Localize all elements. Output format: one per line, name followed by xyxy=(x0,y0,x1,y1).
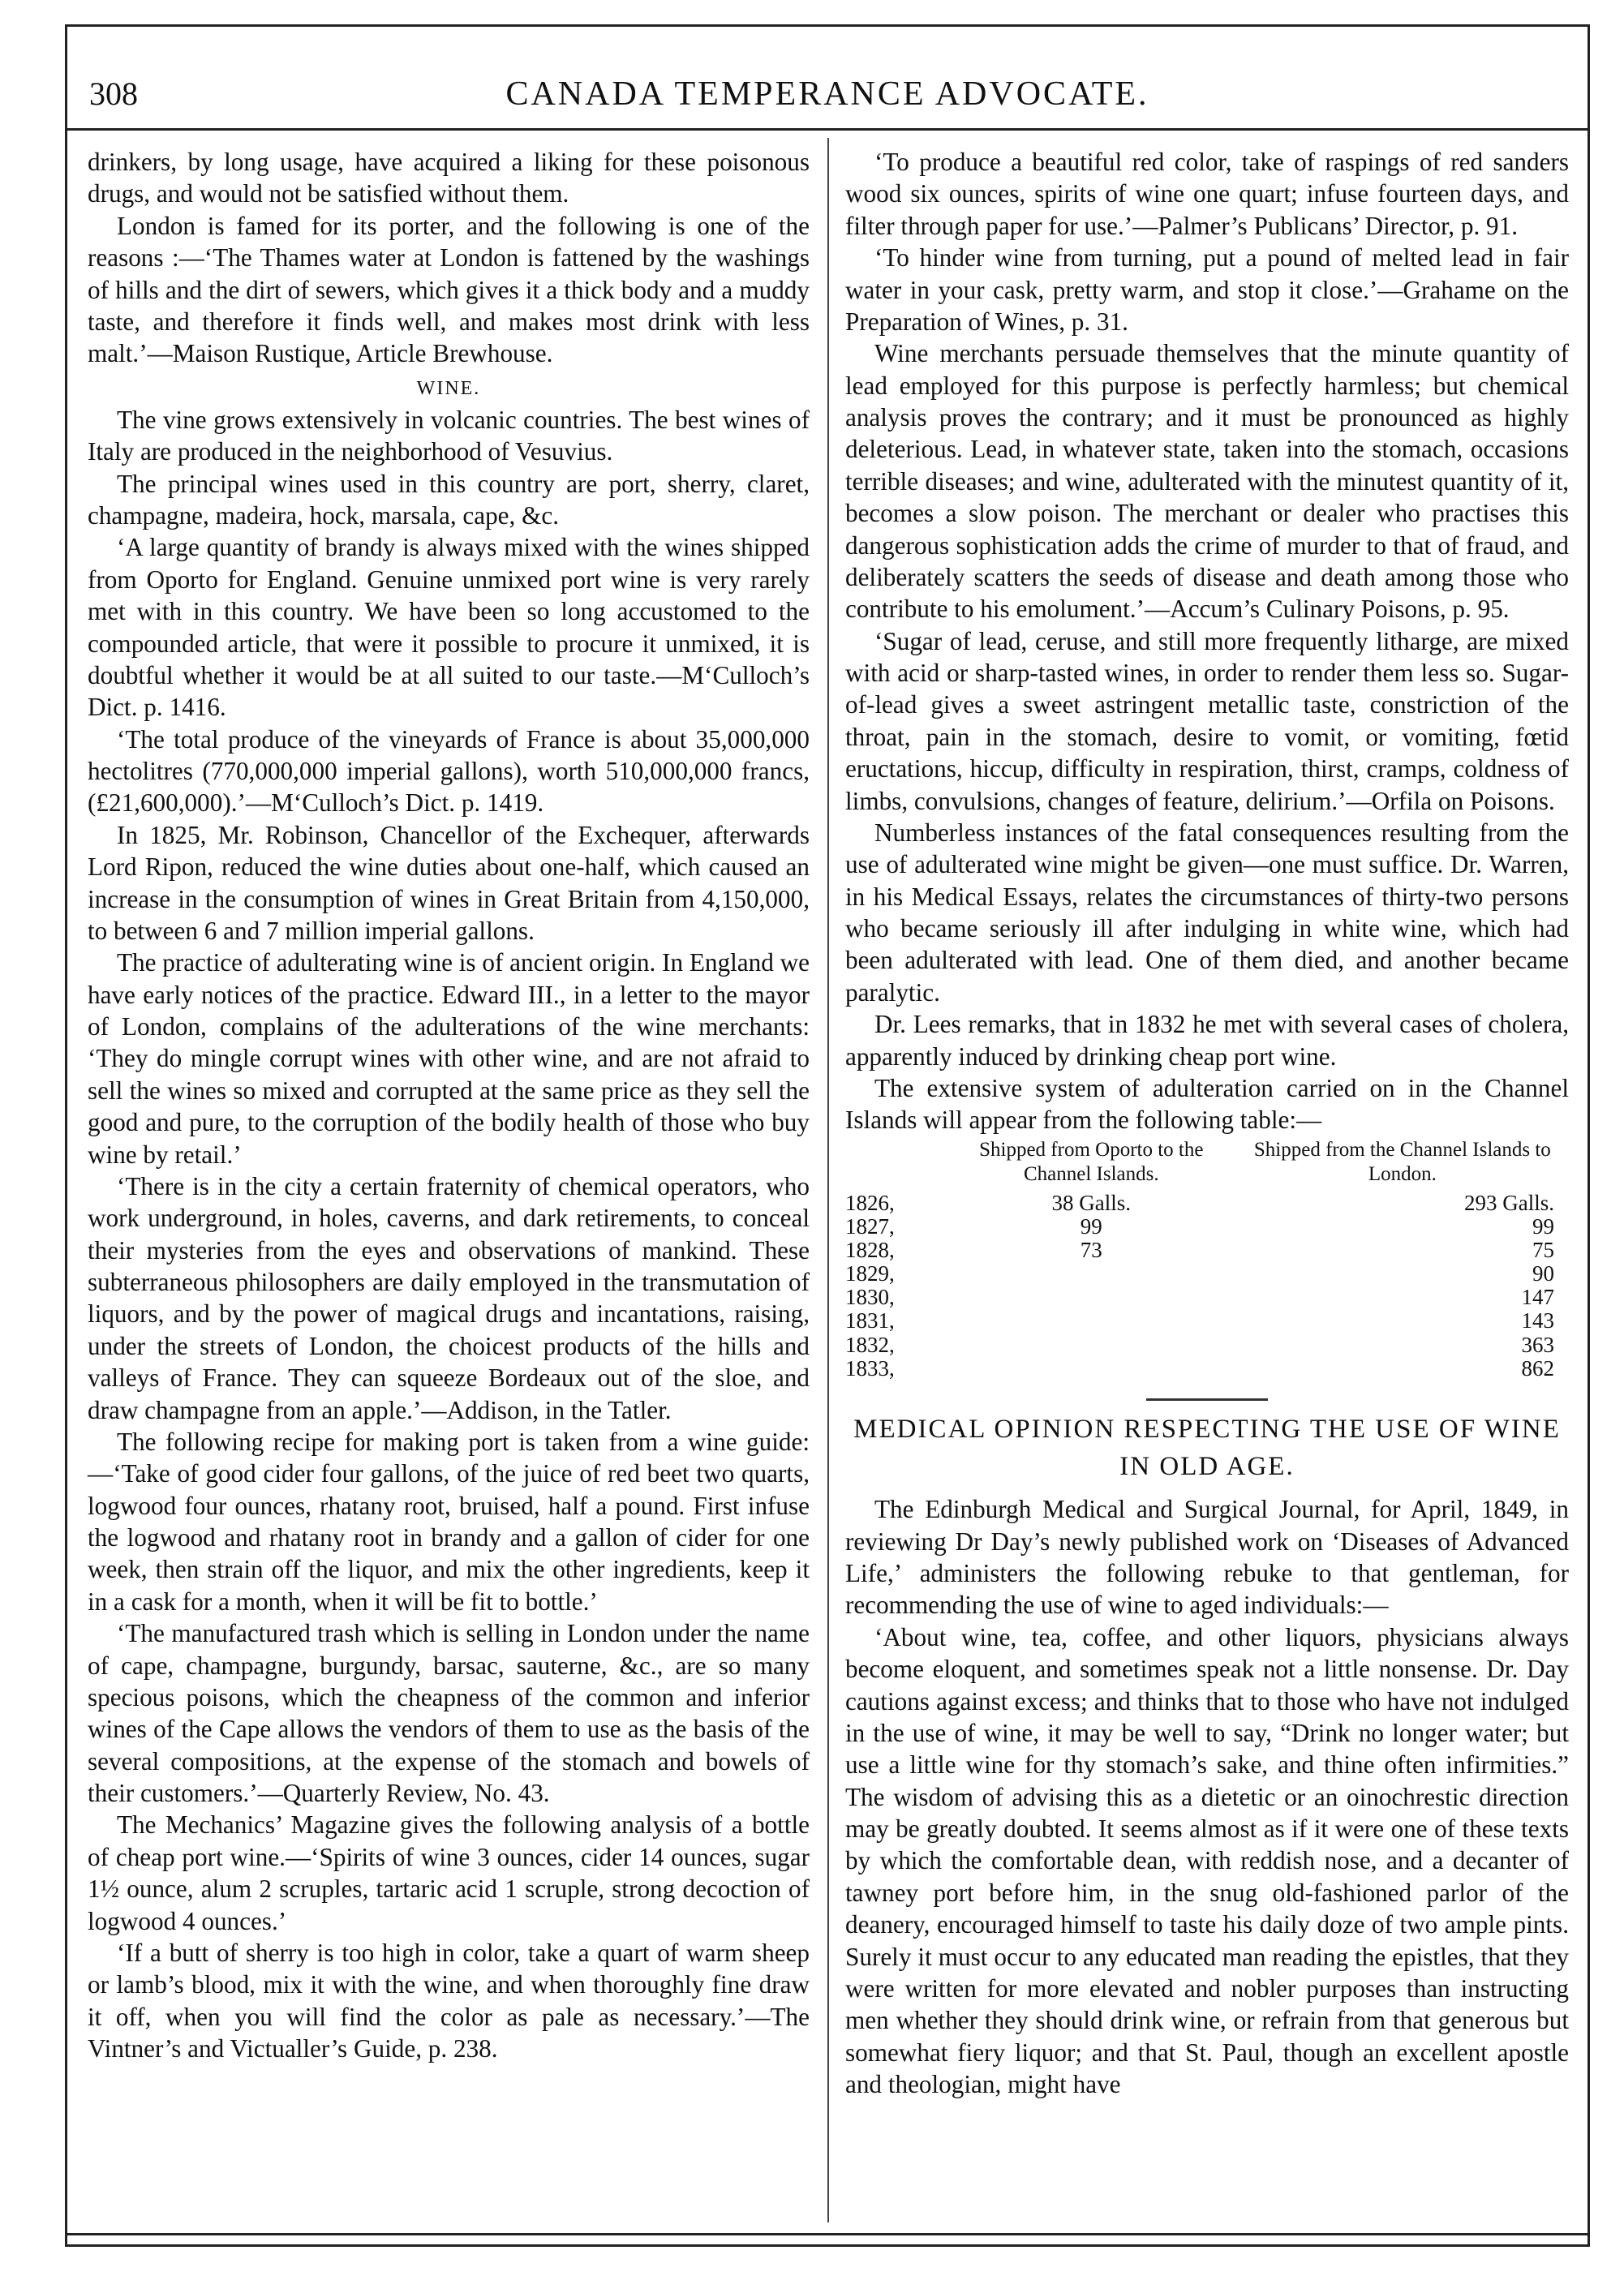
table-cell: 38 Galls. xyxy=(1051,1190,1132,1215)
column-divider xyxy=(827,138,829,2222)
right-border xyxy=(1587,24,1590,2247)
table-cell: 73 xyxy=(1080,1237,1102,1262)
paragraph: The vine grows extensively in volcanic countries. The best wines of Italy are produced in the neighborhood of Vesuvius. xyxy=(88,405,810,466)
page-number: 308 xyxy=(89,75,138,112)
table-cell: 862 xyxy=(1521,1355,1554,1381)
table-cell: 99 xyxy=(1532,1213,1554,1239)
table-cell xyxy=(947,1333,1236,1357)
page-header xyxy=(89,75,1566,123)
table-year: 1830, xyxy=(845,1285,895,1310)
paragraph: ‘To hinder wine from turning, put a pound of melted lead in fair water in your cask, pretty warm, and stop it close.’—Grahame on the Preparation of Wines, p. 31. xyxy=(845,243,1569,336)
table-row xyxy=(845,1333,1569,1357)
paragraph: The principal wines used in this country are port, sherry, claret, champagne, madeira, hock, marsala, cape, &c. xyxy=(88,469,810,530)
paragraph: ‘To produce a beautiful red color, take of raspings of red sanders wood six ounces, spirits of wine one quart; infuse fourteen days, and filter through paper for use.’—Palmer’s Publicans’ Director, p. 91. xyxy=(845,148,1569,240)
paragraph: ‘The total produce of the vineyards of France is about 35,000,000 hectolitres (770,000,000 imperial gallons), worth 510,000,000 francs, (£21,600,000).’—M‘Culloch’s Dict. p. 1419. xyxy=(88,724,810,818)
table-row xyxy=(845,1192,1569,1215)
article-title: MEDICAL OPINION RESPECTING THE USE OF WINE IN OLD AGE. xyxy=(853,1414,1561,1482)
paragraph: ‘Sugar of lead, ceruse, and still more frequently litharge, are mixed with acid or sharp-tasted wines, in order to render them less so. Sugar-of-lead gives a sweet astringent metallic taste, constriction of the throat, pain in the stomach, desire to vomit, or vomiting, fœtid eructations, hiccup, difficulty in respiration, thirst, cramps, coldness of limbs, convulsions, changes of feature, delirium.’—Orfila on Poisons. xyxy=(845,626,1569,815)
table-row xyxy=(845,1215,1569,1239)
table-year: 1827, xyxy=(845,1213,895,1239)
paragraph: Numberless instances of the fatal consequences resulting from the use of adulterated wine might be given—one must suffice. Dr. Warren, in his Medical Essays, relates the circumstances of thirty-two persons who became seriously ill after indulging in white wine, which had been adulterated with lead. One of them died, and another became paralytic. xyxy=(845,818,1569,1007)
article-separator xyxy=(1146,1398,1268,1401)
paragraph: London is famed for its porter, and the following is one of the reasons :—‘The Thames water at London is fattened by the washings of hills and the dirt of sewers, which gives it a thick body and a muddy taste, and therefore it finds well, and makes most drink with less malt.’—Maison Rustique, Article Brewhouse. xyxy=(88,211,810,368)
paragraph: ‘About wine, tea, coffee, and other liquors, physicians always become eloquent, and sometimes speak not a little nonsense. Dr. Day cautions against excess; and thinks that to those who have not indulged in the use of wine, it may be well to say, “Drink no longer water; but use a little wine for thy stomach’s sake, and thine often infirmities.” The wisdom of advising this as a dietetic or an oinochrestic direction may be greatly doubted. It seems almost as if it were one of these texts by which the comfortable dean, with reddish nose, and a decanter of tawney port before him, in the snug old-fashioned parlor of the deanery, encouraged himself to taste his daily doze of two ample pints. Surely it must occur to any educated man reading the epistles, that they were written for more elevated and nobler purposes than instructing men whether they should drink wine, or refrain from that generous but somewhat fiery liquor; and that St. Paul, though an excellent apostle and theologian, might have xyxy=(845,1622,1569,2098)
table-cell: 363 xyxy=(1521,1332,1554,1357)
table-year: 1831, xyxy=(845,1308,895,1333)
bottom-rule-outer xyxy=(65,2244,1590,2247)
table-cell xyxy=(947,1262,1236,1286)
table-row xyxy=(845,1239,1569,1262)
paragraph: ‘A large quantity of brandy is always mixed with the wines shipped from Oporto for England. Genuine unmixed port wine is very rarely met with in this country. We have been so long accustomed to the compounded article, that were it possible to procure it unmixed, it is doubtful whether it would be at all suited to our taste.—M‘Culloch’s Dict. p. 1416. xyxy=(88,533,810,722)
table-year: 1826, xyxy=(845,1190,895,1215)
section-heading: WINE. xyxy=(416,377,481,399)
paragraph: The Edinburgh Medical and Surgical Journal, for April, 1849, in reviewing Dr Day’s newly published work on ‘Diseases of Advanced Life,’ administers the following rebuke to that gentleman, for recommending the use of wine to aged individuals:— xyxy=(845,1495,1569,1620)
table-cell: 90 xyxy=(1532,1261,1554,1286)
table-cell: 143 xyxy=(1521,1308,1554,1333)
table-row xyxy=(845,1262,1569,1286)
paragraph: The extensive system of adulteration carried on in the Channel Islands will appear from the following table:— xyxy=(845,1073,1569,1135)
table-cell: 99 xyxy=(1080,1213,1102,1239)
left-column xyxy=(88,146,810,2064)
paragraph: Wine merchants persuade themselves that the minute quantity of lead employed for this purpose is perfectly harmless; but chemical analysis proves the contrary; and it must be pronounced as highly deleterious. Lead, in whatever state, taken into the stomach, occasions terrible diseases; and wine, adulterated with the minutest quantity of it, becomes a slow poison. The merchant or dealer who practises this dangerous sophistication adds the crime of murder to that of fraud, and deliberately scatters the seeds of disease and death among those who contribute to his emolument.’—Accum’s Culinary Poisons, p. 95. xyxy=(845,339,1569,624)
paragraph: The following recipe for making port is taken from a wine guide:—‘Take of good cider four gallons, of the juice of red beet two quarts, logwood four ounces, rhatany root, bruised, half a pound. First infuse the logwood and rhatany root in brandy and a gallon of cider for one week, then strain off the liquor, and mix the other ingredients, keep it in a cask for a month, when it will be fit to bottle.’ xyxy=(88,1427,810,1616)
table-year: 1828, xyxy=(845,1237,895,1262)
bottom-rule xyxy=(65,2233,1590,2235)
table-year: 1832, xyxy=(845,1332,895,1357)
table-cell: 293 Galls. xyxy=(1464,1190,1554,1215)
table-cell: 147 xyxy=(1521,1285,1554,1310)
running-title: CANADA TEMPERANCE ADVOCATE. xyxy=(505,75,1149,113)
right-column xyxy=(845,146,1569,2100)
header-rule xyxy=(65,128,1590,131)
paragraph: ‘If a butt of sherry is too high in color, take a quart of warm sheep or lamb’s blood, mix it with the wine, and when thoroughly fine draw it off, when you will find the color as pale as necessary.’—The Vintner’s and Victualler’s Guide, p. 238. xyxy=(88,1938,810,2063)
table-cell xyxy=(947,1357,1236,1381)
table-cell xyxy=(947,1309,1236,1333)
table-cell: 75 xyxy=(1532,1237,1554,1262)
table-row xyxy=(845,1357,1569,1381)
left-border xyxy=(65,24,67,2247)
table-year: 1829, xyxy=(845,1261,895,1286)
table-year: 1833, xyxy=(845,1355,895,1381)
table-header-oporto: Shipped from Oporto to the Channel Islands. xyxy=(979,1138,1204,1185)
table-row xyxy=(845,1286,1569,1309)
shipment-table xyxy=(845,1138,1569,1381)
paragraph: ‘The manufactured trash which is selling in London under the name of cape, champagne, burgundy, barsac, sauterne, &c., are so many specious poisons, which the cheapness of the common and inferior wines of the Cape allows the vendors of them to use as the basis of the several compositions, at the expense of the stomach and bowels of their customers.’—Quarterly Review, No. 43. xyxy=(88,1619,810,1808)
paragraph: The Mechanics’ Magazine gives the following analysis of a bottle of cheap port wine.—‘Spirits of wine 3 ounces, cider 14 ounces, sugar 1½ ounce, alum 2 scruples, tartaric acid 1 scruple, strong decoction of logwood 4 ounces.’ xyxy=(88,1810,810,1935)
top-rule xyxy=(65,24,1590,27)
paragraph: ‘There is in the city a certain fraternity of chemical operators, who work underground, in holes, caverns, and dark retirements, to conceal their mysteries from the eyes and observations of mankind. These subterraneous philosophers are daily employed in the transmutation of liquors, and by the power of magical drugs and incantations, raising, under the streets of London, the choicest products of the hills and valleys of France. They can squeeze Bordeaux out of the sloe, and draw champagne from an apple.’—Addison, in the Tatler. xyxy=(88,1171,810,1424)
paragraph: The practice of adulterating wine is of ancient origin. In England we have early notices of the practice. Edward III., in a letter to the mayor of London, complains of the adulterations of the wine merchants: ‘They do mingle corrupt wines with other wine, and are not afraid to sell the wines so mixed and corrupted at the same price as they sell the good and pure, to the corruption of the bodily health of those who buy wine by retail.’ xyxy=(88,948,810,1169)
table-cell xyxy=(947,1286,1236,1309)
paragraph: Dr. Lees remarks, that in 1832 he met with several cases of cholera, apparently induced by drinking cheap port wine. xyxy=(845,1010,1569,1071)
paragraph: In 1825, Mr. Robinson, Chancellor of the Exchequer, afterwards Lord Ripon, reduced the wine duties about one-half, which caused an increase in the consumption of wines in Great Britain from 4,150,000, to between 6 and 7 million imperial gallons. xyxy=(88,820,810,945)
newspaper-page xyxy=(65,24,1590,2247)
table-header-blank xyxy=(845,1138,947,1192)
paragraph: drinkers, by long usage, have acquired a liking for these poisonous drugs, and would not be satisfied without them. xyxy=(88,148,810,208)
table-header-london: Shipped from the Channel Islands to London. xyxy=(1253,1138,1551,1185)
table-row xyxy=(845,1309,1569,1333)
